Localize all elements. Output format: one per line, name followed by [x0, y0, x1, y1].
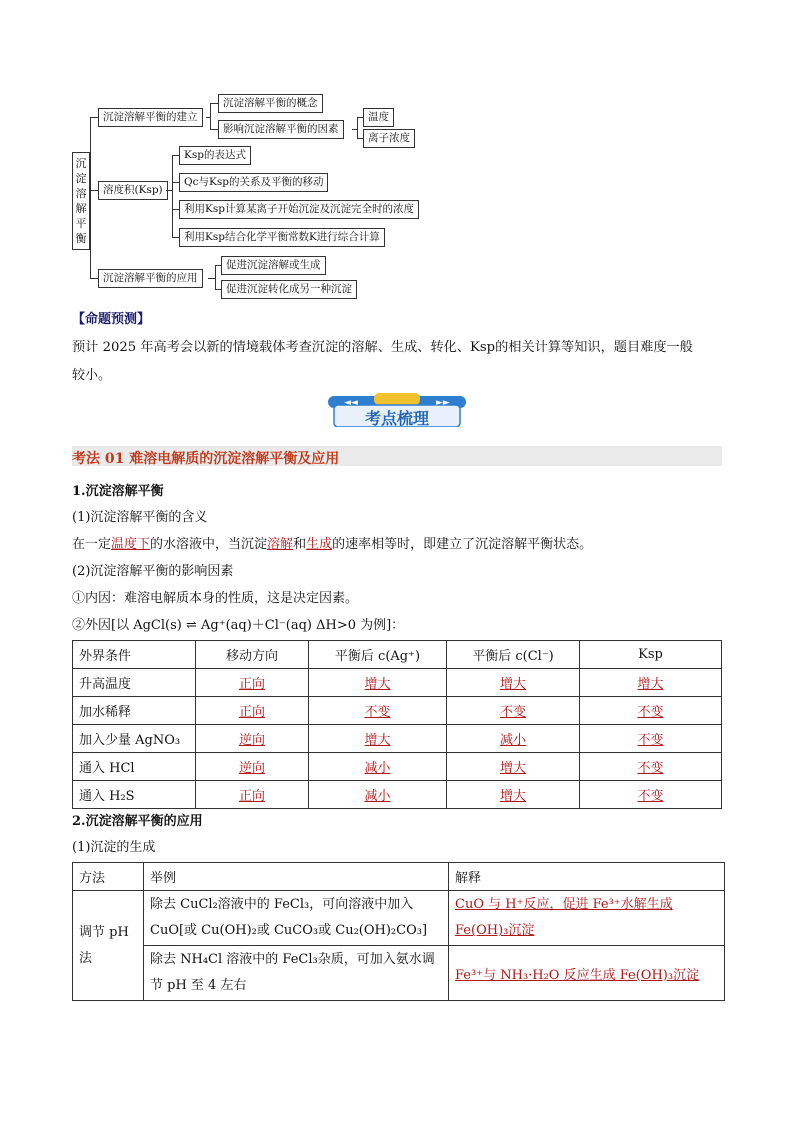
mindmap-node-factors: 影响沉淀溶解平衡的因素	[218, 120, 344, 139]
forecast-line1: 预计 2025 年高考会以新的情境载体考查沉淀的溶解、生成、转化、Ksp的相关计算等知识，题目难度一般	[72, 340, 693, 355]
inner-factor: ①内因：难溶电解质本身的性质，这是决定因素。	[72, 591, 359, 606]
section-title: 考法 01 难溶电解质的沉淀溶解平衡及应用	[72, 451, 340, 467]
heading-1: 1.沉淀溶解平衡	[72, 484, 164, 499]
mindmap-node-ion-conc: 离子浓度	[363, 129, 415, 148]
table-row: 调节 pH 法 除去 CuCl₂溶液中的 FeCl₃，可向溶液中加入 CuO[或 Cu(OH)₂或 CuCO₃或 Cu₂(OH)₂CO₃] CuO 与 H⁺反应，促进 Fe³⁺水解生成 Fe(OH)₃沉淀	[73, 891, 725, 946]
definition-line: 在一定温度下的水溶液中，当沉淀溶解和生成的速率相等时，即建立了沉淀溶解平衡状态。	[72, 537, 593, 552]
mindmap-node-ksp-k: 利用Ksp结合化学平衡常数K进行综合计算	[179, 228, 385, 247]
mindmap-node-establish: 沉淀溶解平衡的建立	[98, 108, 203, 127]
svg-text:►►: ►►	[436, 398, 450, 408]
method-cell: 调节 pH 法	[73, 891, 144, 1001]
svg-text:◄◄: ◄◄	[344, 398, 358, 408]
forecast-line2: 较小。	[72, 368, 112, 383]
sub-heading-2-1: (1)沉淀的生成	[72, 840, 156, 855]
precipitation-table	[72, 862, 725, 1001]
mindmap-node-application: 沉淀溶解平衡的应用	[98, 269, 203, 288]
sub-heading-1-2: (2)沉淀溶解平衡的影响因素	[72, 564, 234, 579]
mindmap-node-ksp: 溶度积(Ksp)	[98, 181, 168, 200]
forecast-heading: 【命题预测】	[72, 312, 151, 327]
section-banner	[328, 393, 466, 427]
mindmap-node-convert: 促进沉淀转化成另一种沉淀	[221, 280, 357, 299]
mindmap-node-ksp-calc: 利用Ksp计算某离子开始沉淀及沉淀完全时的浓度	[179, 200, 419, 219]
table-row: 加水稀释 正向 不变 不变 不变	[73, 697, 722, 725]
table-row: 通入 H₂S 正向 减小 增大 不变	[73, 781, 722, 809]
factors-table	[72, 640, 722, 809]
banner-label: 考点梳理	[364, 409, 429, 428]
table-row: 通入 HCl 逆向 减小 增大 不变	[73, 753, 722, 781]
table-row: 加入少量 AgNO₃ 逆向 增大 减小 不变	[73, 725, 722, 753]
outer-factor: ②外因[以 AgCl(s) ⇌ Ag⁺(aq)＋Cl⁻(aq) ΔH>0 为例]：	[72, 618, 405, 633]
table-row: 升高温度 正向 增大 增大 增大	[73, 669, 722, 697]
mindmap-node-dissolve: 促进沉淀溶解或生成	[221, 256, 326, 275]
mindmap-node-concept: 沉淀溶解平衡的概念	[218, 94, 323, 113]
mindmap-node-temperature: 温度	[363, 108, 394, 127]
mindmap-root: 沉淀溶解平衡	[72, 152, 90, 250]
table-row: 除去 NH₄Cl 溶液中的 FeCl₃杂质，可加入氨水调 节 pH 至 4 左右 Fe³⁺与 NH₃·H₂O 反应生成 Fe(OH)₃沉淀	[73, 946, 725, 1001]
table-header-row: 方法 举例 解释	[73, 863, 725, 891]
heading-2: 2.沉淀溶解平衡的应用	[72, 814, 203, 829]
mindmap-node-qc-ksp: Qc与Ksp的关系及平衡的移动	[179, 173, 328, 192]
mindmap-node-ksp-expr: Ksp的表达式	[179, 146, 251, 165]
table-header-row: 外界条件 移动方向 平衡后 c(Ag⁺) 平衡后 c(Cl⁻) Ksp	[73, 641, 722, 669]
sub-heading-1-1: (1)沉淀溶解平衡的含义	[72, 510, 208, 525]
